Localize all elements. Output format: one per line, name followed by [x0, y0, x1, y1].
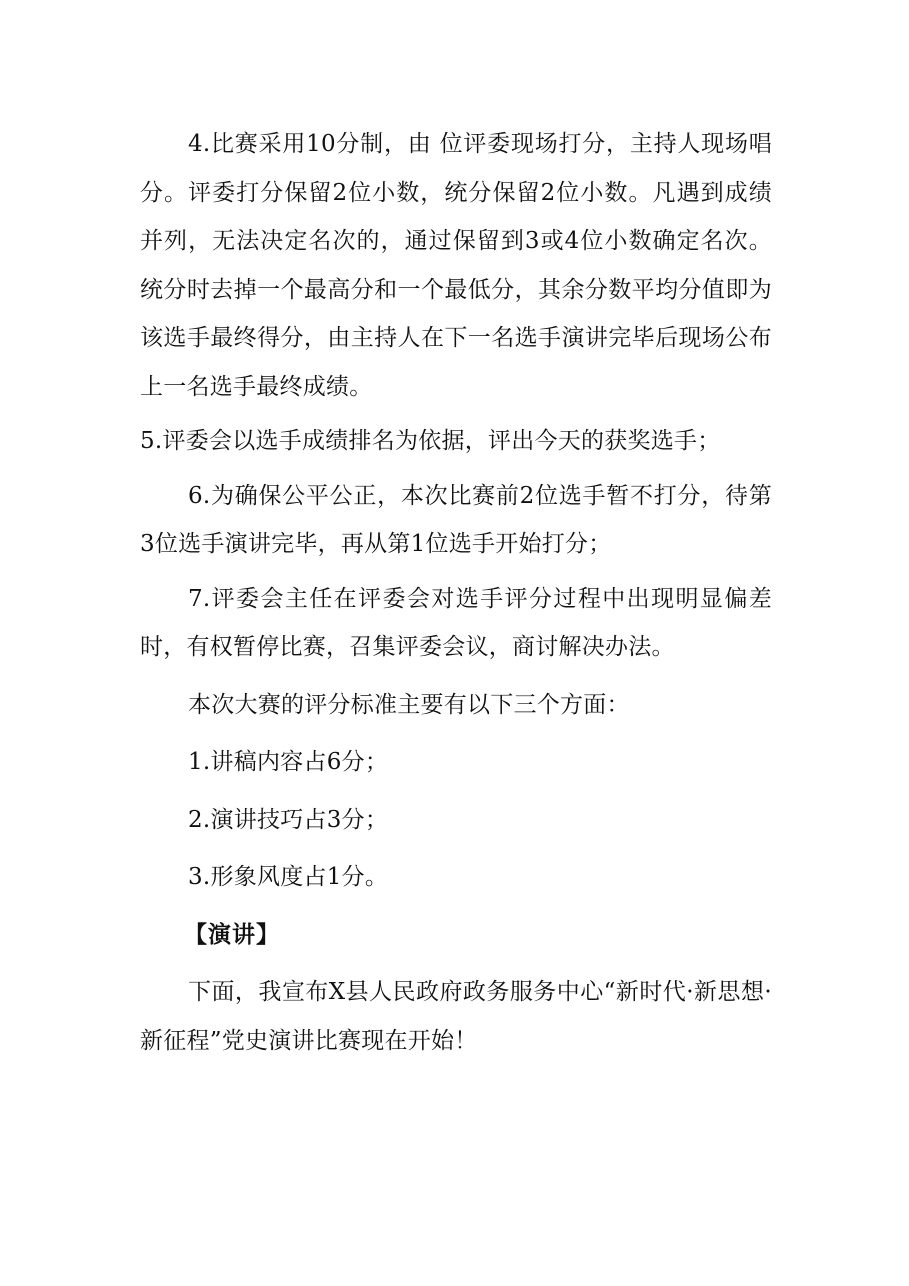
paragraph-rule-4: 4.比赛采用10分制，由 位评委现场打分，主持人现场唱分。评委打分保留2位小数，统分保留2位小数。凡遇到成绩并列，无法决定名次的，通过保留到3或4位小数确定名次。统分时去掉一个最高分和一个最低分，其余分数平均分值即为该选手最终得分，由主持人在下一名选手演讲完毕后现场公布上一名选手最终成绩。: [140, 131, 772, 400]
paragraph-rule-7: 7.评委会主任在评委会对选手评分过程中出现明显偏差时，有权暂停比赛，召集评委会议，商讨解决办法。: [140, 585, 772, 660]
document-body: [140, 120, 772, 1065]
paragraph-score-content: 1.讲稿内容占6分；: [188, 749, 389, 775]
paragraph-rule-5: 5.评委会以选手成绩排名为依据，评出今天的获奖选手；: [140, 428, 721, 454]
paragraph-score-appearance: 3.形象风度占1分。: [188, 864, 389, 890]
paragraph-scoring-intro: 本次大赛的评分标准主要有以下三个方面：: [188, 691, 630, 718]
paragraph-announcement: 下面，我宣布X县人民政府政务服务中心“新时代·新思想·新征程”党史演讲比赛现在开始！: [140, 979, 772, 1054]
paragraph-rule-6: 6.为确保公平公正，本次比赛前2位选手暂不打分，待第3位选手演讲完毕，再从第1位选手开始打分；: [140, 482, 772, 557]
section-heading-speech: 【演讲】: [184, 921, 280, 948]
paragraph-score-skill: 2.演讲技巧占3分；: [188, 806, 389, 833]
